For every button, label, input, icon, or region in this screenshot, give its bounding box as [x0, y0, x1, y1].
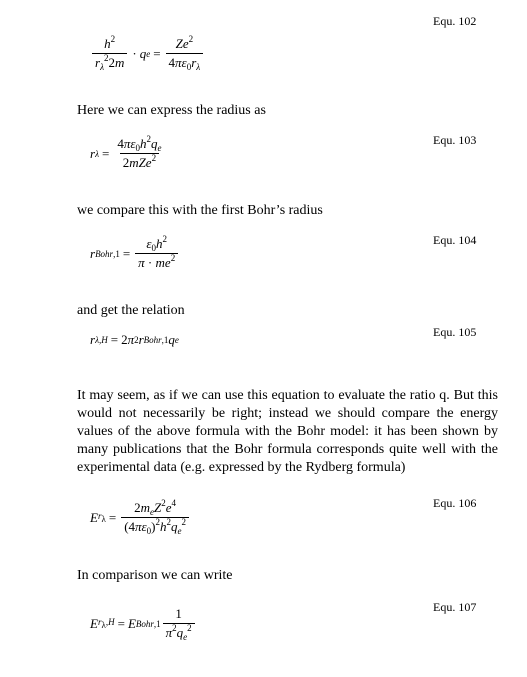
- equation-102: $\frac{h^2}{r_\lambda^22m}$ · q e = $\frac{Ze^2}{4\pi\varepsilon_0r_\lambda}$: [90, 36, 205, 71]
- radius-intro-text: Here we can express the radius as: [77, 103, 266, 118]
- equation-label-103: Equ. 103: [433, 133, 477, 147]
- equation-107: E $r_\lambda,H$ = E Bohr,1 $\frac{1}{\pi^2q_e^2}$: [90, 606, 197, 641]
- equation-label-107: Equ. 107: [433, 600, 477, 614]
- equation-label-102: Equ. 102: [433, 14, 477, 28]
- equation-label-105: Equ. 105: [433, 325, 477, 339]
- equation-label-106: Equ. 106: [433, 496, 477, 510]
- equation-105: r λ,H = 2 π 2 r Bohr,1 q e: [90, 332, 179, 347]
- comparison-intro-text: In comparison we can write: [77, 568, 233, 583]
- equation-label-104: Equ. 104: [433, 233, 477, 247]
- equation-104: r Bohr,1 = $\frac{\varepsilon_0h^2}{\pi \cdot me^2}$: [90, 236, 180, 271]
- relation-intro-text: and get the relation: [77, 303, 185, 318]
- equation-103: r λ = $\frac{4\pi\varepsilon_0h^2q_e}{2mZe^2}$: [90, 134, 162, 170]
- main-paragraph: [77, 387, 498, 477]
- main-paragraph-text: It may seem, as if we can use this equation to evaluate the ratio q. But this would not necessarily be right; instead we should compare the energy values of the above formula with the Bohr model: it has been shown by many publications that the Bohr formula corresponds quite well with the experimental data (e.g. expressed by the Rydberg formula): [77, 388, 498, 475]
- equation-106: E $r_\lambda$ = $\frac{2m_eZ^2e^4}{(4\pi\varepsilon_0)^2h^2q_e^2}$: [90, 500, 191, 535]
- compare-bohr-text: we compare this with the first Bohr’s radius: [77, 203, 323, 218]
